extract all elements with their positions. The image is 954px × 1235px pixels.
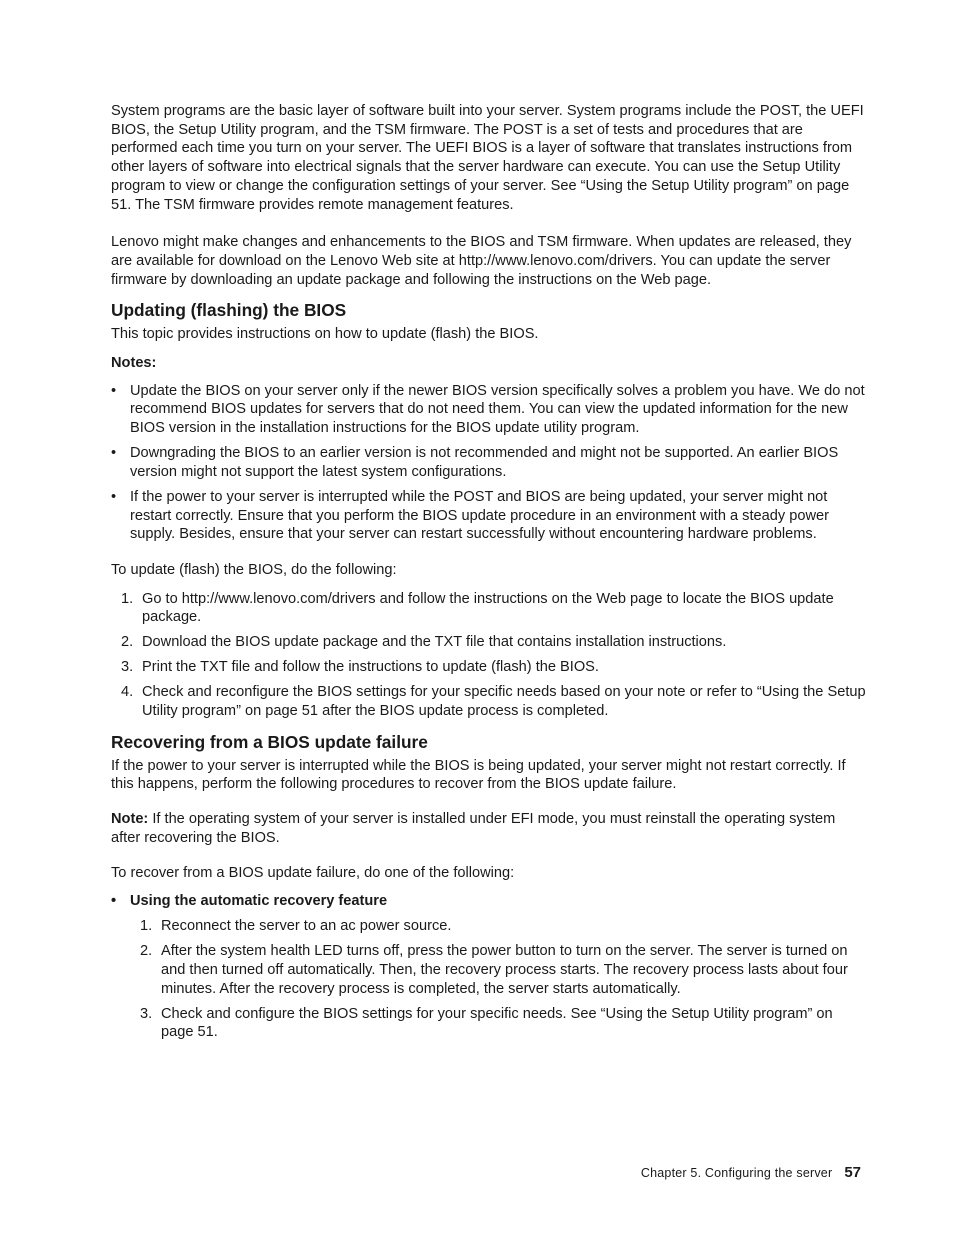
step-item <box>130 942 866 998</box>
bullet-icon: • <box>111 382 117 399</box>
step-text: Check and configure the BIOS settings for your specific needs. See “Using the Setup Utility program” on page 51. <box>161 1005 833 1041</box>
note-item <box>111 444 866 481</box>
bullet-icon: • <box>111 488 117 505</box>
note-text: Downgrading the BIOS to an earlier version is not recommended and might not be supported. An earlier BIOS version might not support the latest system configurations. <box>130 445 839 480</box>
step-text: After the system health LED turns off, press the power button to turn on the server. The server is turned on and then turned off automatically. Then, the recovery process starts. The recovery process lasts about four minutes. After the recovery process is completed, the server starts automatically. <box>161 943 848 997</box>
document-body <box>111 102 866 1048</box>
intro-paragraph-system-programs: System programs are the basic layer of software built into your server. System programs include the POST, the UEFI BIOS, the Setup Utility program, and the TSM firmware. The POST is a set of tests and procedures that are performed each time you turn on your server. The UEFI BIOS is a layer of software that translates instructions from other layers of software into electrical signals that the server hardware can execute. You can use the Setup Utility program to view or change the configuration settings of your server. See “Using the Setup Utility program” on page 51. The TSM firmware provides remote management features. <box>111 103 864 213</box>
note-item <box>111 488 866 544</box>
step-number: 2. <box>140 943 153 960</box>
recovering-intro: If the power to your server is interrupted while the BIOS is being updated, your server might not restart correctly. If this happens, perform the following procedures to recover from the BIOS update failure. <box>111 757 846 793</box>
note-label: Note: <box>111 811 149 828</box>
bullet-icon: • <box>111 445 117 462</box>
step-text: Go to http://www.lenovo.com/drivers and follow the instructions on the Web page to locate the BIOS update package. <box>142 590 834 626</box>
step-number: 3. <box>140 1005 153 1022</box>
recovery-steps-list <box>111 917 866 1042</box>
step-item <box>111 658 866 677</box>
step-number: 1. <box>140 918 153 935</box>
step-text: Reconnect the server to an ac power source. <box>161 918 452 935</box>
note-text: Update the BIOS on your server only if the newer BIOS version specifically solves a problem you have. We do not recommend BIOS updates for servers that do not need them. You can view the updated information for the new BIOS version in the installation instructions for the BIOS update utility program. <box>130 382 865 437</box>
page-footer <box>641 1163 861 1183</box>
step-number: 1. <box>121 590 134 607</box>
step-number: 2. <box>121 634 134 651</box>
step-item <box>111 590 866 627</box>
intro-paragraph-updates: Lenovo might make changes and enhancements to the BIOS and TSM firmware. When updates are released, they are available for download on the Lenovo Web site at http://www.lenovo.com/drivers. You can update the server firmware by downloading an update package and following the instructions on the Web page. <box>111 234 852 288</box>
options-intro: To recover from a BIOS update failure, do one of the following: <box>111 864 515 881</box>
note-text: If the power to your server is interrupted while the POST and BIOS are being updated, your server might not restart correctly. Ensure that you perform the BIOS update procedure in an environment with a steady power supply. Besides, ensure that your server can restart successfully without encountering hardware problems. <box>130 488 829 543</box>
method-automatic-recovery <box>111 892 866 911</box>
footer-chapter: Chapter 5. Configuring the server <box>640 1166 833 1180</box>
page-number: 57 <box>844 1164 861 1181</box>
step-item <box>130 917 866 936</box>
step-number: 3. <box>121 659 134 676</box>
notes-list <box>111 382 866 544</box>
step-number: 4. <box>121 684 134 701</box>
update-steps-list <box>111 590 866 721</box>
bullet-icon: • <box>111 893 117 910</box>
step-item <box>111 633 866 652</box>
updating-intro: This topic provides instructions on how to update (flash) the BIOS. <box>111 326 539 343</box>
recovering-note <box>111 810 866 847</box>
step-text: Download the BIOS update package and the TXT file that contains installation instructions. <box>142 634 727 651</box>
note-text: If the operating system of your server is installed under EFI mode, you must reinstall the operating system after recovering the BIOS. <box>111 811 836 846</box>
step-item <box>111 683 866 720</box>
section-heading-recovering: Recovering from a BIOS update failure <box>111 731 428 752</box>
note-item <box>111 382 866 438</box>
method-title: Using the automatic recovery feature <box>130 893 388 910</box>
steps-intro: To update (flash) the BIOS, do the following: <box>111 561 397 578</box>
section-heading-updating-bios: Updating (flashing) the BIOS <box>111 300 347 321</box>
step-text: Check and reconfigure the BIOS settings for your specific needs based on your note or refer to “Using the Setup Utility program” on page 51 after the BIOS update process is completed. <box>142 684 866 720</box>
step-item <box>130 1005 866 1042</box>
notes-title: Notes: <box>111 355 157 372</box>
step-text: Print the TXT file and follow the instructions to update (flash) the BIOS. <box>142 659 599 676</box>
